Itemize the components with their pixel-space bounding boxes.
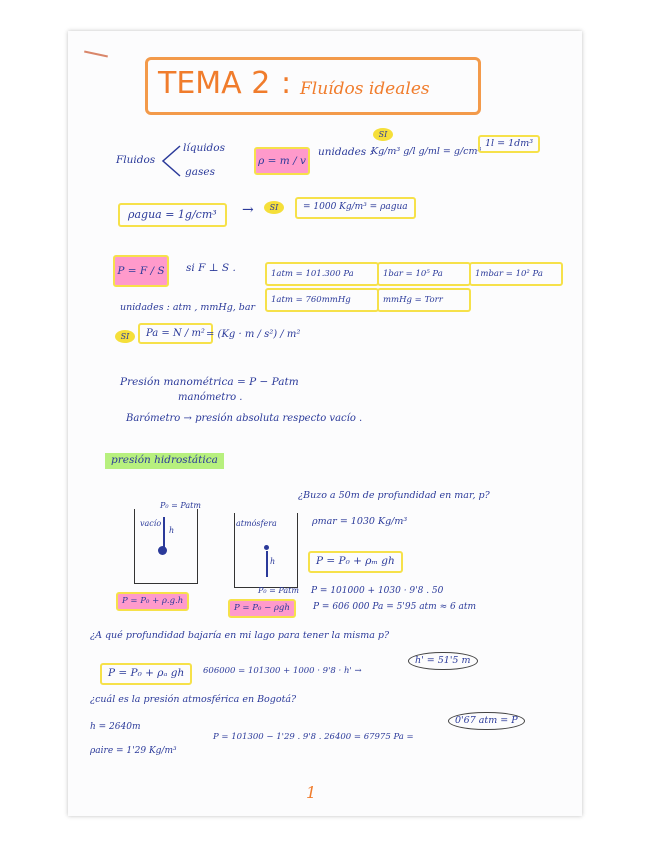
problem1-calc2: P = 606 000 Pa = 5'95 atm ≈ 6 atm	[313, 602, 477, 612]
table-cell: 1bar = 10⁵ Pa	[377, 262, 471, 286]
problem3-calc: P = 101300 − 1'29 . 9'8 . 26400 = 67975 Pa =	[213, 732, 414, 742]
table-cell: 1atm = 101.300 Pa	[265, 262, 379, 286]
section-hydrostatic: presión hidrostática	[105, 453, 224, 469]
si-badge-3: SI	[115, 330, 135, 343]
problem3-rho: ρaire = 1'29 Kg/m³	[90, 746, 177, 756]
title-subtitle: Fluídos ideales	[300, 79, 430, 99]
liter-conversion: 1l = 1dm³	[478, 135, 540, 153]
pencil-mark	[84, 51, 108, 58]
diagram-right-formula: P = P₀ − ρgh	[228, 599, 296, 618]
density-units: Kg/m³ g/l g/ml = g/cm³	[371, 146, 482, 157]
diagram-right-label: atmósfera	[236, 519, 277, 528]
pressure-formula: P = F / S	[113, 255, 169, 287]
problem1-question: ¿Buzo a 50m de profundidad en mar, p?	[298, 490, 490, 501]
diagram-left-p0: P₀ = Patm	[160, 501, 201, 510]
diagram-right-h: h	[270, 557, 276, 566]
barometer-note: Barómetro → presión absoluta respecto vacío .	[126, 413, 363, 424]
water-density: ρagua = 1g/cm³	[118, 203, 227, 227]
problem1-rho: ρmar = 1030 Kg/m³	[312, 516, 408, 527]
pascal-expansion: = (Kg · m / s²) / m²	[206, 329, 301, 340]
liquidos-label: líquidos	[183, 142, 225, 154]
diagram-right-line	[266, 551, 268, 577]
pascal-definition: Pa = N / m²	[138, 323, 213, 344]
density-formula: ρ = m / v	[254, 147, 310, 175]
problem1-formula: P = P₀ + ρₘ gh	[308, 551, 403, 573]
water-density-si: = 1000 Kg/m³ = ρagua	[295, 197, 416, 219]
problem1-calc1: P = 101000 + 1030 · 9'8 . 50	[311, 586, 444, 596]
table-cell: mmHg = Torr	[377, 288, 471, 312]
diagram-left-line	[163, 517, 165, 547]
fluidos-label: Fluidos	[116, 154, 156, 166]
si-badge: SI	[373, 128, 393, 141]
si-badge-2: SI	[264, 201, 284, 214]
page-number: 1	[306, 783, 317, 802]
table-cell: 1mbar = 10² Pa	[469, 262, 563, 286]
problem3-question: ¿cuál es la presión atmosférica en Bogotá?	[90, 694, 297, 705]
diagram-right-p0: P₀ = Patm	[258, 586, 299, 595]
diagram-left-point	[158, 546, 167, 555]
title-colon: :	[281, 66, 292, 101]
table-cell: 1atm = 760mmHg	[265, 288, 379, 312]
unidades-label: unidades :	[318, 146, 374, 158]
gases-label: gases	[185, 166, 215, 178]
problem3-result: 0'67 atm = P	[448, 712, 525, 730]
manometric-pressure: Presión manométrica = P − Patm	[120, 376, 299, 388]
diagram-right-point	[264, 545, 269, 550]
diagram-left-formula: P = P₀ + ρ.g.h	[116, 592, 189, 611]
diagram-left-label: vacío	[140, 519, 162, 528]
problem2-question: ¿A qué profundidad bajaría en mi lago para tener la misma p?	[90, 630, 390, 641]
manometer-note: manómetro .	[178, 392, 243, 403]
pressure-units: unidades : atm , mmHg, bar	[120, 302, 256, 313]
problem2-formula: P = P₀ + ρₐ gh	[100, 663, 192, 685]
notebook-page	[68, 31, 582, 816]
title-tema: TEMA 2	[158, 66, 271, 101]
diagram-left-h: h	[169, 526, 175, 535]
brace-icon	[160, 143, 182, 179]
arrow-icon: →	[242, 202, 254, 218]
problem2-calc: 606000 = 101300 + 1000 · 9'8 · h' →	[203, 666, 362, 676]
problem3-h: h = 2640m	[90, 722, 141, 732]
problem2-result: h' = 51'5 m	[408, 652, 478, 670]
pressure-condition: si F ⊥ S .	[186, 262, 236, 274]
